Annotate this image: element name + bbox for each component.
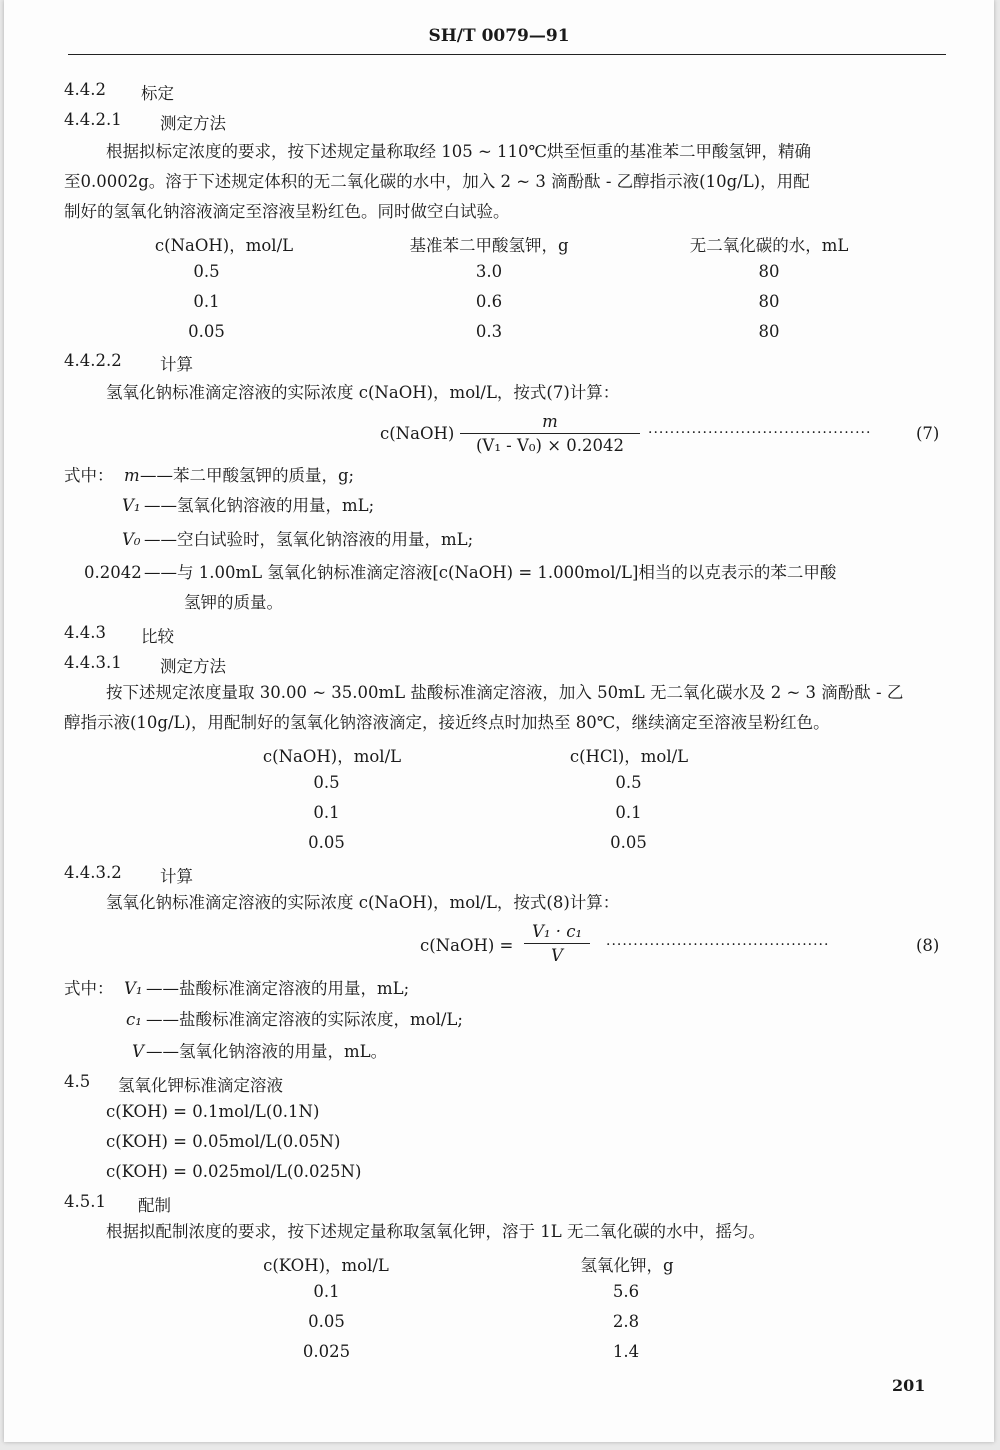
definition: ——氢氧化钠溶液的用量，mL;	[144, 496, 375, 515]
table-cell: 0.1	[193, 292, 220, 311]
table-cell: 0.6	[475, 292, 503, 311]
definition: ——空白试验时，氢氧化钠溶液的用量，mL;	[144, 530, 474, 549]
table-cell: 0.1	[313, 1282, 340, 1301]
definition-continued: 氢钾的质量。	[184, 593, 283, 612]
table-cell: 0.3	[475, 322, 503, 341]
table-cell: 0.05	[308, 833, 345, 852]
section-4-4-2-2-number: 4.4.2.2	[64, 351, 122, 370]
section-4-4-3-title: 比较	[141, 627, 174, 646]
table-cell: 0.05	[188, 322, 225, 341]
section-4-4-2-title: 标定	[141, 84, 174, 103]
table-cell: 1.4	[612, 1342, 640, 1361]
leader-dots: ·········································	[648, 425, 872, 441]
formula-lhs: c(NaOH) =	[420, 936, 514, 955]
equation-label: (8)	[916, 936, 940, 955]
table-cell: 5.6	[612, 1282, 640, 1301]
formula-numerator: m	[542, 412, 558, 431]
table-cell: 0.5	[615, 773, 642, 792]
definition: ——盐酸标准滴定溶液的实际浓度，mol/L;	[146, 1010, 463, 1029]
concentration-line: c(KOH) = 0.025mol/L(0.025N)	[106, 1162, 362, 1181]
table-cell: 0.1	[615, 803, 642, 822]
table-header: c(KOH)，mol/L	[263, 1256, 389, 1275]
standard-code-header: SH/T 0079—91	[428, 26, 570, 46]
formula-denominator: V	[551, 946, 563, 965]
section-4-5-number: 4.5	[64, 1072, 91, 1091]
section-4-4-2-1-title: 测定方法	[160, 114, 226, 133]
concentration-line: c(KOH) = 0.1mol/L(0.1N)	[106, 1102, 320, 1121]
header-rule	[68, 54, 946, 55]
table-header: c(NaOH)，mol/L	[154, 236, 294, 255]
table-cell: 80	[758, 262, 780, 281]
calculation-intro: 氢氧化钠标准滴定溶液的实际浓度 c(NaOH)，mol/L，按式(8)计算：	[106, 893, 620, 912]
paragraph-line: 制好的氢氧化钠溶液滴定至溶液呈粉红色。同时做空白试验。	[64, 202, 510, 221]
table-cell: 0.5	[193, 262, 220, 281]
table-cell: 3.0	[475, 262, 503, 281]
table-header: 基准苯二甲酸氢钾，g	[409, 236, 569, 255]
section-4-4-3-2-title: 计算	[160, 867, 193, 886]
table-header: c(NaOH)，mol/L	[262, 747, 402, 766]
section-4-5-1-title: 配制	[138, 1196, 171, 1215]
symbol: V₁	[124, 979, 143, 998]
paragraph-line: 至0.0002g。溶于下述规定体积的无二氧化碳的水中，加入 2 ~ 3 滴酚酞 - 乙醇指示液(10g/L)，用配	[64, 172, 810, 191]
calculation-intro: 氢氧化钠标准滴定溶液的实际浓度 c(NaOH)，mol/L，按式(7)计算：	[106, 383, 620, 402]
section-4-4-2-2-title: 计算	[160, 355, 193, 374]
section-4-5-title: 氢氧化钾标准滴定溶液	[118, 1076, 283, 1095]
table-header: c(HCl)，mol/L	[569, 747, 689, 766]
page-number: 201	[892, 1376, 926, 1395]
paragraph-line: 根据拟配制浓度的要求，按下述规定量称取氢氧化钾，溶于 1L 无二氧化碳的水中，摇匀。	[106, 1222, 765, 1241]
concentration-line: c(KOH) = 0.05mol/L(0.05N)	[106, 1132, 341, 1151]
table-cell: 0.5	[313, 773, 340, 792]
section-4-4-3-1-title: 测定方法	[160, 657, 226, 676]
section-4-5-1-number: 4.5.1	[64, 1192, 106, 1211]
definition: ——氢氧化钠溶液的用量，mL。	[146, 1042, 388, 1061]
definition: ——苯二甲酸氢钾的质量，g;	[140, 466, 355, 485]
symbol: 0.2042	[84, 563, 142, 582]
where-label: 式中：	[64, 466, 114, 485]
table-cell: 0.05	[308, 1312, 345, 1331]
table-cell: 0.05	[610, 833, 647, 852]
symbol: V₁	[122, 496, 141, 515]
table-header: 氢氧化钾，g	[580, 1256, 674, 1275]
equation-label: (7)	[916, 424, 940, 443]
fraction-bar	[460, 433, 640, 434]
section-4-4-3-1-number: 4.4.3.1	[64, 653, 122, 672]
table-cell: 0.1	[313, 803, 340, 822]
definition: ——与 1.00mL 氢氧化钠标准滴定溶液[c(NaOH) = 1.000mol/L]相当的以克表示的苯二甲酸	[144, 563, 837, 582]
definition: ——盐酸标准滴定溶液的用量，mL;	[146, 979, 410, 998]
paragraph-line: 根据拟标定浓度的要求，按下述规定量称取经 105 ~ 110℃烘至恒重的基准苯二甲酸氢钾，精确	[106, 142, 812, 161]
where-label: 式中：	[64, 979, 114, 998]
symbol: V₀	[122, 530, 141, 549]
formula-numerator: V₁ · c₁	[531, 922, 583, 941]
fraction-bar	[524, 943, 590, 944]
table-cell: 0.025	[302, 1342, 351, 1361]
formula-fraction	[524, 922, 590, 965]
document-page	[4, 0, 994, 1442]
formula-lhs: c(NaOH)	[380, 424, 455, 443]
leader-dots: ·········································	[606, 937, 830, 953]
symbol: c₁	[126, 1010, 142, 1029]
table-cell: 2.8	[612, 1312, 640, 1331]
symbol: V	[132, 1042, 144, 1061]
section-4-4-3-2-number: 4.4.3.2	[64, 863, 122, 882]
section-4-4-3-number: 4.4.3	[64, 623, 106, 642]
paragraph-line: 醇指示液(10g/L)，用配制好的氢氧化钠溶液滴定，接近终点时加热至 80℃，继续滴定至溶液呈粉红色。	[64, 713, 830, 732]
formula-denominator: (V₁ - V₀) × 0.2042	[475, 436, 625, 455]
paragraph-line: 按下述规定浓度量取 30.00 ~ 35.00mL 盐酸标准滴定溶液，加入 50mL 无二氧化碳水及 2 ~ 3 滴酚酞 - 乙	[106, 683, 904, 702]
section-4-4-2-number: 4.4.2	[64, 80, 106, 99]
table-cell: 80	[758, 292, 780, 311]
table-cell: 80	[758, 322, 780, 341]
formula-fraction	[460, 412, 640, 455]
table-header: 无二氧化碳的水，mL	[689, 236, 849, 255]
symbol: m	[124, 466, 140, 485]
section-4-4-2-1-number: 4.4.2.1	[64, 110, 122, 129]
